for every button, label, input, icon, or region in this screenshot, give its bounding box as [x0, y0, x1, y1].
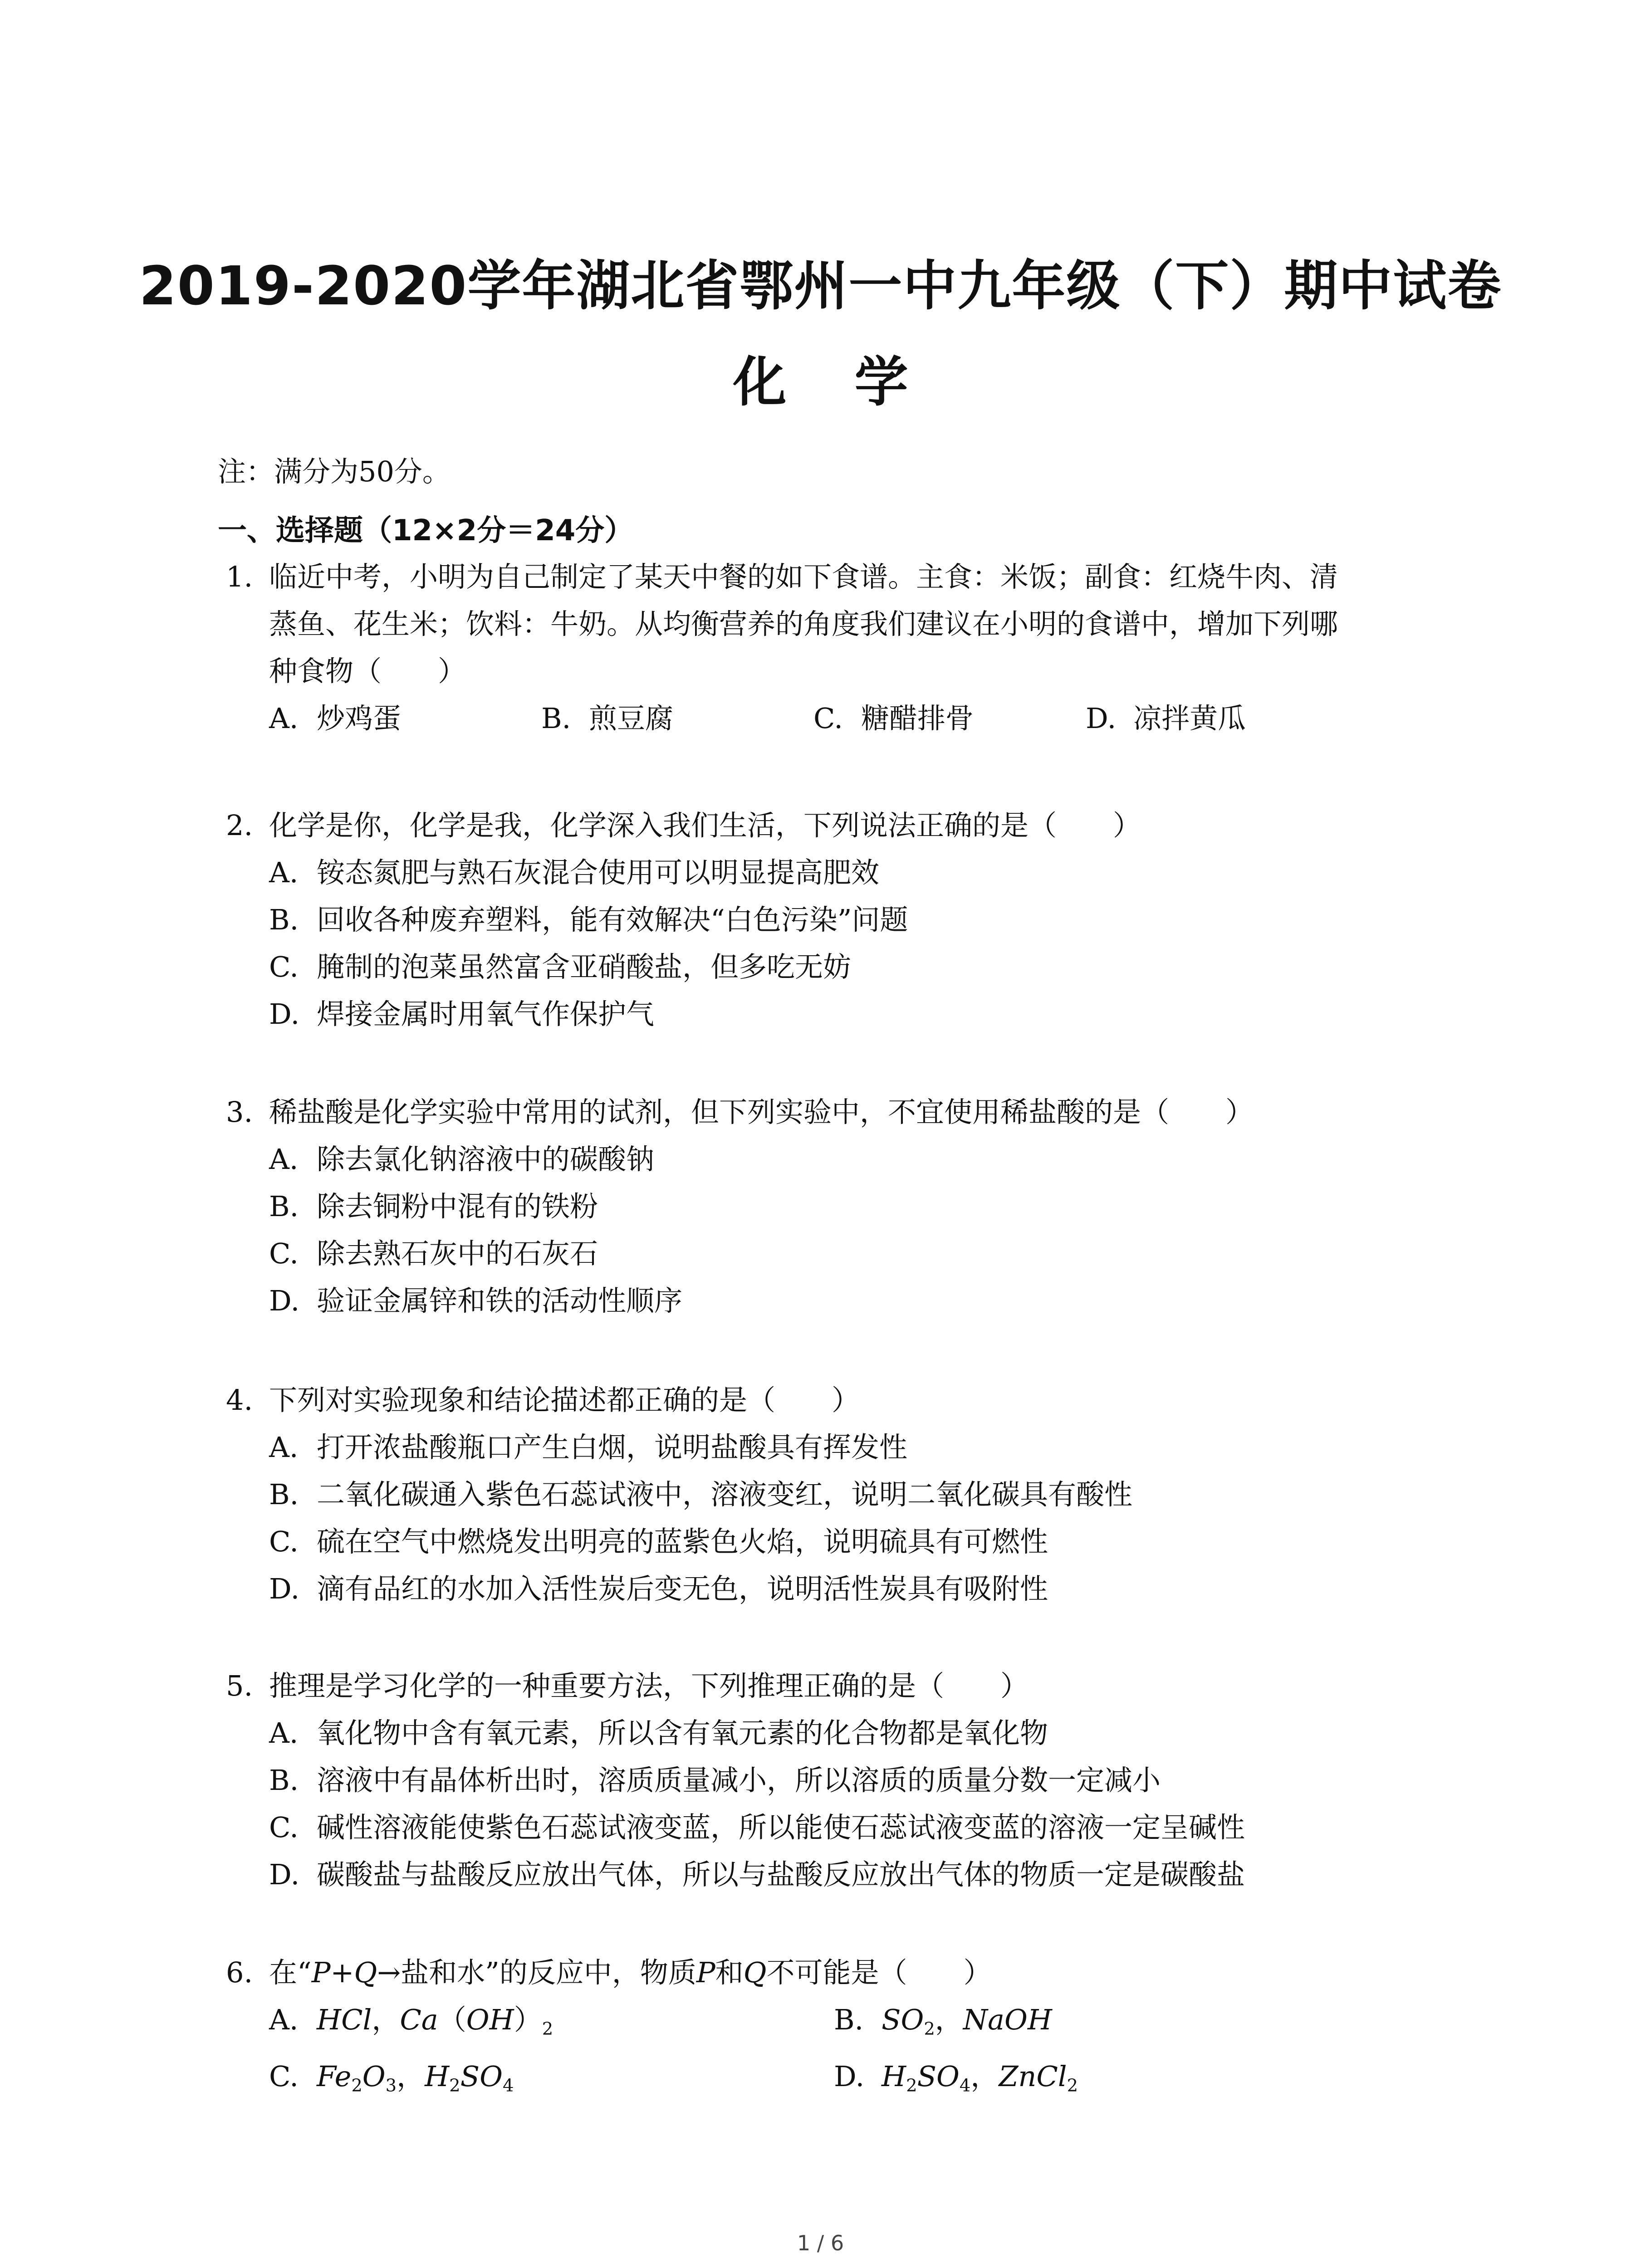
option-c[interactable]	[226, 943, 1451, 991]
question-5	[226, 1662, 1451, 1898]
option-formula	[317, 2003, 554, 2039]
option-text: 验证金属锌和铁的活动性顺序	[317, 1284, 683, 1317]
formula-symbol: SO	[917, 2059, 960, 2093]
option-c[interactable]	[226, 1518, 1451, 1565]
option-row	[226, 2053, 1451, 2110]
option-a[interactable]	[269, 695, 541, 742]
question-stem	[226, 1949, 1451, 1996]
option-text: 碳酸盐与盐酸反应放出气体，所以与盐酸反应放出气体的物质一定是碳酸盐	[317, 1858, 1245, 1891]
question-number: 2.	[226, 809, 253, 842]
stem-line: 下列对实验现象和结论描述都正确的是（ ）	[269, 1383, 860, 1417]
option-d[interactable]	[226, 1277, 1451, 1325]
subscript: 4	[959, 2075, 971, 2096]
formula-symbol: Fe	[317, 2059, 352, 2093]
option-letter: A.	[269, 1143, 299, 1176]
stem-part: 和	[715, 1956, 744, 1989]
option-b[interactable]	[226, 1757, 1451, 1804]
stem-line: 稀盐酸是化学实验中常用的试剂，但下列实验中，不宜使用稀盐酸的是（ ）	[269, 1095, 1254, 1129]
stem-formula: Q	[743, 1956, 767, 1989]
question-3	[226, 1089, 1451, 1325]
option-c[interactable]	[813, 695, 1086, 742]
stem-line: 临近中考，小明为自己制定了某天中餐的如下食谱。主食：米饭；副食：红烧牛肉、清	[269, 560, 1338, 593]
option-b[interactable]	[226, 1183, 1451, 1230]
subscript: 2	[924, 2019, 935, 2039]
option-letter: C.	[269, 2059, 299, 2093]
subject-char-2: 学	[854, 351, 908, 413]
question-4	[226, 1377, 1451, 1613]
question-number: 6.	[226, 1956, 253, 1989]
question-number: 1.	[226, 560, 253, 593]
option-a[interactable]	[269, 1996, 834, 2053]
option-letter: B.	[834, 2003, 864, 2036]
score-note: 注：满分为50分。	[218, 455, 451, 488]
formula-symbol: SO	[882, 2003, 924, 2036]
option-b[interactable]	[834, 1996, 1399, 2053]
option-d[interactable]	[834, 2053, 1399, 2110]
stem-line: 化学是你，化学是我，化学深入我们生活，下列说法正确的是（ ）	[269, 809, 1141, 842]
option-letter: C.	[269, 1525, 299, 1558]
option-a[interactable]	[226, 1710, 1451, 1757]
option-row	[226, 695, 1451, 742]
option-formula	[882, 2003, 1052, 2039]
question-stem	[226, 1377, 1451, 1424]
question-number: 5.	[226, 1669, 253, 1702]
subscript: 2	[351, 2075, 362, 2096]
question-stem	[226, 1662, 1451, 1710]
formula-punct: （	[438, 2003, 466, 2036]
stem-formula: P+Q	[311, 1956, 377, 1989]
option-a[interactable]	[226, 1136, 1451, 1183]
subscript: 2	[542, 2019, 554, 2039]
page-number: 1 / 6	[797, 2231, 844, 2255]
formula-symbol: Ca	[400, 2003, 438, 2036]
option-text: 打开浓盐酸瓶口产生白烟，说明盐酸具有挥发性	[317, 1431, 908, 1464]
option-letter: C.	[813, 702, 843, 735]
subscript: 3	[385, 2075, 397, 2096]
stem-part: 不可能是（ ）	[766, 1956, 992, 1989]
option-c[interactable]	[226, 1230, 1451, 1277]
option-b[interactable]	[226, 1471, 1451, 1518]
option-letter: D.	[834, 2059, 865, 2093]
section-title: 一、选择题（12×2分＝24分）	[218, 514, 634, 547]
subscript: 4	[502, 2075, 514, 2096]
stem-part: →盐和水”的反应中，物质	[377, 1956, 696, 1989]
stem-line: 蒸鱼、花生米；饮料：牛奶。从均衡营养的角度我们建议在小明的食谱中，增加下列哪	[269, 607, 1338, 640]
formula-punct: ，	[372, 2003, 400, 2036]
subject-title	[0, 350, 1641, 414]
option-text: 滴有品红的水加入活性炭后变无色，说明活性炭具有吸附性	[317, 1572, 1048, 1605]
option-text: 二氧化碳通入紫色石蕊试液中，溶液变红，说明二氧化碳具有酸性	[317, 1478, 1133, 1511]
stem-part: 在“	[269, 1956, 312, 1989]
exam-title: 2019-2020学年湖北省鄂州一中九年级（下）期中试卷	[139, 254, 1502, 317]
stem-line: 推理是学习化学的一种重要方法，下列推理正确的是（ ）	[269, 1669, 1029, 1702]
option-text: 碱性溶液能使紫色石蕊试液变蓝，所以能使石蕊试液变蓝的溶液一定呈碱性	[317, 1811, 1245, 1844]
question-stem	[226, 802, 1451, 849]
option-letter: B.	[269, 1190, 299, 1223]
option-letter: C.	[269, 1811, 299, 1844]
question-6	[226, 1949, 1451, 2109]
question-number: 3.	[226, 1095, 253, 1129]
formula-symbol: H	[425, 2059, 450, 2093]
formula-symbol: SO	[460, 2059, 503, 2093]
question-1	[226, 553, 1451, 742]
formula-punct: ，	[970, 2059, 999, 2093]
option-letter: B.	[269, 903, 299, 936]
option-c[interactable]	[269, 2053, 834, 2110]
option-letter: A.	[269, 702, 299, 735]
stem-line: 种食物（ ）	[269, 655, 466, 688]
option-letter: A.	[269, 1431, 299, 1464]
option-formula	[882, 2059, 1078, 2096]
question-stem	[226, 553, 1451, 695]
subscript: 2	[906, 2075, 917, 2096]
formula-punct: ，	[397, 2059, 425, 2093]
option-letter: C.	[269, 950, 299, 983]
option-text: 凉拌黄瓜	[1133, 702, 1246, 735]
option-text: 回收各种废弃塑料，能有效解决“白色污染”问题	[317, 903, 908, 936]
option-text: 除去氯化钠溶液中的碳酸钠	[317, 1143, 655, 1176]
option-text: 硫在空气中燃烧发出明亮的蓝紫色火焰，说明硫具有可燃性	[317, 1525, 1048, 1558]
option-d[interactable]	[226, 991, 1451, 1038]
stem-formula: P	[696, 1956, 715, 1989]
option-letter: A.	[269, 1716, 299, 1750]
formula-punct: ，	[935, 2003, 963, 2036]
subscript: 2	[1067, 2075, 1078, 2096]
option-letter: B.	[269, 1478, 299, 1511]
option-c[interactable]	[226, 1804, 1451, 1851]
option-letter: C.	[269, 1237, 299, 1270]
option-d[interactable]	[226, 1851, 1451, 1898]
option-d[interactable]	[226, 1565, 1451, 1613]
formula-symbol: H	[882, 2059, 906, 2093]
option-letter: B.	[269, 1764, 299, 1797]
formula-symbol: OH	[466, 2003, 514, 2036]
option-text: 溶液中有晶体析出时，溶质质量减小，所以溶质的质量分数一定减小	[317, 1764, 1161, 1797]
option-text: 煎豆腐	[589, 702, 674, 735]
option-letter: A.	[269, 856, 299, 889]
option-letter: A.	[269, 2003, 299, 2036]
option-letter: D.	[1086, 702, 1117, 735]
option-formula	[317, 2059, 514, 2096]
question-stem	[226, 1089, 1451, 1136]
subscript: 2	[449, 2075, 460, 2096]
question-2	[226, 802, 1451, 1038]
option-a[interactable]	[226, 849, 1451, 896]
option-text: 氧化物中含有氧元素，所以含有氧元素的化合物都是氧化物	[317, 1716, 1048, 1750]
option-text: 焊接金属时用氧气作保护气	[317, 997, 655, 1031]
option-a[interactable]	[226, 1424, 1451, 1471]
formula-symbol: O	[362, 2059, 386, 2093]
formula-punct: ）	[514, 2003, 542, 2036]
option-letter: D.	[269, 1284, 300, 1317]
formula-symbol: NaOH	[963, 2003, 1052, 2036]
option-row	[226, 1996, 1451, 2053]
option-letter: D.	[269, 997, 300, 1031]
option-d[interactable]	[1086, 695, 1358, 742]
option-letter: D.	[269, 1858, 300, 1891]
option-text: 除去铜粉中混有的铁粉	[317, 1190, 598, 1223]
formula-symbol: ZnCl	[999, 2059, 1067, 2093]
option-text: 腌制的泡菜虽然富含亚硝酸盐，但多吃无妨	[317, 950, 852, 983]
option-letter: D.	[269, 1572, 300, 1605]
option-text: 除去熟石灰中的石灰石	[317, 1237, 598, 1270]
subject-char-1: 化	[733, 351, 787, 413]
option-b[interactable]	[226, 896, 1451, 943]
option-text: 糖醋排骨	[861, 702, 974, 735]
option-text: 铵态氮肥与熟石灰混合使用可以明显提高肥效	[317, 856, 880, 889]
option-letter: B.	[541, 702, 571, 735]
option-b[interactable]	[541, 695, 813, 742]
option-text: 炒鸡蛋	[317, 702, 402, 735]
formula-symbol: HCl	[317, 2003, 372, 2036]
question-number: 4.	[226, 1383, 253, 1417]
